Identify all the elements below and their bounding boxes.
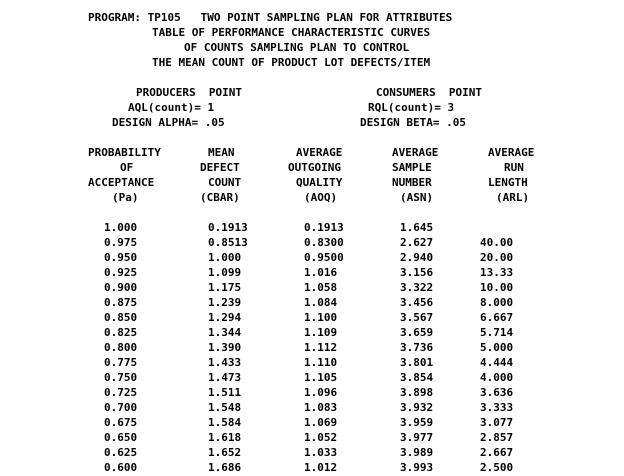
- arl-cell: 4.000: [480, 371, 514, 384]
- asn-cell: 3.659: [400, 326, 434, 339]
- aoq-cell: 0.9500: [304, 251, 344, 264]
- asn-cell: 3.567: [400, 311, 434, 324]
- arl-cell: 6.667: [480, 311, 514, 324]
- asn-cell: 3.156: [400, 266, 434, 279]
- header-text: OUTGOING: [288, 161, 341, 174]
- header-text: COUNT: [208, 176, 242, 189]
- arl-cell: 4.444: [480, 356, 514, 369]
- pa-cell: 0.900: [104, 281, 138, 294]
- header-text: (CBAR): [200, 191, 240, 204]
- pa-cell: 0.625: [104, 446, 138, 459]
- asn-cell: 3.993: [400, 461, 434, 474]
- header-text: SAMPLE: [392, 161, 432, 174]
- header-text: DEFECT: [200, 161, 240, 174]
- pa-cell: 0.950: [104, 251, 138, 264]
- arl-cell: 8.000: [480, 296, 514, 309]
- header-text: QUALITY: [296, 176, 343, 189]
- pa-cell: 0.850: [104, 311, 138, 324]
- cbar-cell: 1.294: [208, 311, 242, 324]
- aoq-cell: 1.112: [304, 341, 338, 354]
- pa-cell: 0.925: [104, 266, 138, 279]
- pa-cell: 0.775: [104, 356, 138, 369]
- arl-cell: 2.857: [480, 431, 514, 444]
- arl-cell: 13.33: [480, 266, 514, 279]
- pa-cell: 0.750: [104, 371, 138, 384]
- arl-cell: 20.00: [480, 251, 514, 264]
- cbar-cell: 1.000: [208, 251, 242, 264]
- asn-cell: 3.854: [400, 371, 434, 384]
- rql-line: RQL(count)= 3: [368, 101, 455, 114]
- alpha-line: DESIGN ALPHA= .05: [112, 116, 225, 129]
- asn-cell: 2.940: [400, 251, 434, 264]
- aoq-cell: 1.096: [304, 386, 338, 399]
- cbar-cell: 1.390: [208, 341, 242, 354]
- title-line-3: THE MEAN COUNT OF PRODUCT LOT DEFECTS/ITEM: [152, 56, 431, 69]
- header-text: ACCEPTANCE: [88, 176, 155, 189]
- cbar-cell: 1.584: [208, 416, 242, 429]
- asn-cell: 3.959: [400, 416, 434, 429]
- cbar-cell: 1.652: [208, 446, 242, 459]
- consumers-heading: CONSUMERS POINT: [376, 86, 482, 99]
- asn-cell: 3.322: [400, 281, 434, 294]
- header-text: LENGTH: [488, 176, 528, 189]
- arl-cell: 10.00: [480, 281, 514, 294]
- aoq-cell: 1.069: [304, 416, 338, 429]
- title-line-2: OF COUNTS SAMPLING PLAN TO CONTROL: [184, 41, 410, 54]
- header-text: RUN: [504, 161, 524, 174]
- cbar-cell: 1.511: [208, 386, 242, 399]
- pa-cell: 0.825: [104, 326, 138, 339]
- pa-cell: 0.725: [104, 386, 138, 399]
- aoq-cell: 1.110: [304, 356, 338, 369]
- arl-cell: 3.077: [480, 416, 514, 429]
- cbar-cell: 1.433: [208, 356, 242, 369]
- header-text: (AOQ): [304, 191, 338, 204]
- aoq-cell: 1.016: [304, 266, 338, 279]
- aoq-cell: 1.052: [304, 431, 338, 444]
- asn-cell: 3.736: [400, 341, 434, 354]
- header-text: (Pa): [112, 191, 139, 204]
- header-text: (ARL): [496, 191, 530, 204]
- pa-cell: 1.000: [104, 221, 138, 234]
- beta-line: DESIGN BETA= .05: [360, 116, 466, 129]
- producers-heading: PRODUCERS POINT: [136, 86, 242, 99]
- arl-cell: 5.714: [480, 326, 514, 339]
- pa-cell: 0.675: [104, 416, 138, 429]
- cbar-cell: 1.239: [208, 296, 242, 309]
- pa-cell: 0.600: [104, 461, 138, 474]
- cbar-cell: 1.473: [208, 371, 242, 384]
- aoq-cell: 1.109: [304, 326, 338, 339]
- asn-cell: 3.456: [400, 296, 434, 309]
- aoq-cell: 1.058: [304, 281, 338, 294]
- arl-cell: 5.000: [480, 341, 514, 354]
- pa-cell: 0.650: [104, 431, 138, 444]
- title-line-1: TABLE OF PERFORMANCE CHARACTERISTIC CURVES: [152, 26, 431, 39]
- program-line: PROGRAM: TP105 TWO POINT SAMPLING PLAN FOR ATTRIBUTES: [88, 11, 453, 24]
- pa-cell: 0.800: [104, 341, 138, 354]
- aoq-cell: 1.012: [304, 461, 338, 474]
- header-text: AVERAGE: [296, 146, 343, 159]
- cbar-cell: 0.8513: [208, 236, 248, 249]
- aoq-cell: 1.084: [304, 296, 338, 309]
- arl-cell: 2.500: [480, 461, 514, 474]
- arl-cell: 2.667: [480, 446, 514, 459]
- pa-cell: 0.700: [104, 401, 138, 414]
- header-text: PROBABILITY: [88, 146, 161, 159]
- header-text: OF: [120, 161, 134, 174]
- header-text: MEAN: [208, 146, 235, 159]
- asn-cell: 2.627: [400, 236, 434, 249]
- cbar-cell: 1.686: [208, 461, 242, 474]
- asn-cell: 3.801: [400, 356, 434, 369]
- arl-cell: 40.00: [480, 236, 514, 249]
- asn-cell: 3.932: [400, 401, 434, 414]
- asn-cell: 1.645: [400, 221, 434, 234]
- header-text: AVERAGE: [488, 146, 535, 159]
- aoq-cell: 0.8300: [304, 236, 344, 249]
- cbar-cell: 1.618: [208, 431, 242, 444]
- asn-cell: 3.898: [400, 386, 434, 399]
- arl-cell: 3.333: [480, 401, 514, 414]
- pa-cell: 0.875: [104, 296, 138, 309]
- cbar-cell: 0.1913: [208, 221, 248, 234]
- arl-cell: 3.636: [480, 386, 514, 399]
- aoq-cell: 1.033: [304, 446, 338, 459]
- aoq-cell: 1.083: [304, 401, 338, 414]
- aoq-cell: 1.100: [304, 311, 338, 324]
- header-text: AVERAGE: [392, 146, 439, 159]
- header-text: (ASN): [400, 191, 434, 204]
- pa-cell: 0.975: [104, 236, 138, 249]
- header-text: NUMBER: [392, 176, 432, 189]
- asn-cell: 3.977: [400, 431, 434, 444]
- cbar-cell: 1.099: [208, 266, 242, 279]
- cbar-cell: 1.344: [208, 326, 242, 339]
- aql-line: AQL(count)= 1: [128, 101, 215, 114]
- aoq-cell: 0.1913: [304, 221, 344, 234]
- asn-cell: 3.989: [400, 446, 434, 459]
- aoq-cell: 1.105: [304, 371, 338, 384]
- cbar-cell: 1.548: [208, 401, 242, 414]
- cbar-cell: 1.175: [208, 281, 242, 294]
